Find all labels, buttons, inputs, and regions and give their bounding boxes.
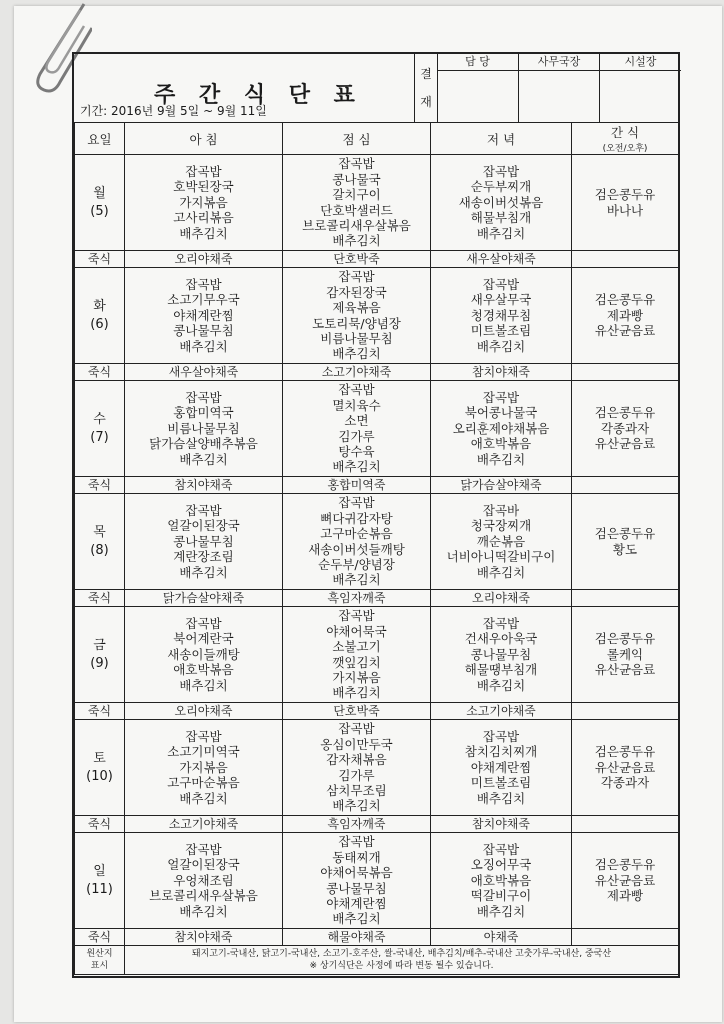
day-row	[75, 155, 679, 251]
porridge-row	[75, 929, 679, 946]
menu-item: 오리훈제야채볶음	[452, 420, 550, 436]
menu-item: 배추김치	[332, 798, 381, 814]
menu-item: 새우살무국	[470, 292, 532, 308]
porridge-item: 소고기야채죽	[283, 364, 431, 381]
menu-item: 소고기미역국	[167, 744, 240, 760]
menu-item: 고사리볶음	[173, 210, 234, 226]
day-label: 목 (8)	[75, 494, 125, 590]
porridge-item: 단호박죽	[283, 703, 431, 720]
porridge-label: 죽식	[75, 364, 125, 381]
menu-item: 깻잎김치	[332, 654, 381, 670]
menu-item: 잡곡밥	[338, 608, 375, 624]
menu-item: 순두부찌개	[470, 179, 532, 195]
menu-item: 각종과자	[600, 775, 650, 791]
porridge-item: 야채죽	[431, 929, 572, 946]
porridge-empty	[572, 816, 679, 833]
menu-item: 잡곡밥	[482, 276, 520, 292]
menu-item: 도토리묵/양념장	[312, 315, 401, 331]
menu-item: 야채계란찜	[173, 307, 234, 323]
approval-col-secretary: 사무국장	[519, 54, 600, 122]
porridge-row	[75, 364, 679, 381]
snack-cell	[572, 268, 679, 364]
snack-cell	[572, 155, 679, 251]
menu-item: 뼈다귀감자탕	[320, 510, 393, 526]
menu-item: 삼치무조림	[326, 782, 387, 798]
menu-item: 배추김치	[179, 338, 228, 354]
breakfast-cell	[125, 381, 283, 477]
porridge-item: 오리야채죽	[431, 590, 572, 607]
menu-item: 호박된장국	[173, 179, 234, 195]
menu-item: 잡곡밥	[185, 389, 222, 405]
dinner-cell	[431, 494, 572, 590]
menu-item: 배추김치	[332, 911, 381, 927]
menu-item: 새송이들깨탕	[167, 646, 240, 662]
porridge-item: 소고기야채죽	[125, 816, 283, 833]
menu-item: 탕수육	[338, 443, 375, 459]
menu-item: 고구마순볶음	[167, 775, 240, 791]
menu-item: 검은콩두유	[594, 292, 656, 308]
menu-item: 가지볶음	[332, 669, 381, 685]
day-label: 월 (5)	[75, 155, 125, 251]
menu-item: 유산균음료	[594, 662, 656, 678]
approval-label: 결 재	[415, 54, 438, 122]
menu-item: 소면	[344, 413, 369, 429]
menu-item: 콩나물무침	[173, 323, 234, 339]
menu-item: 유산균음료	[594, 872, 656, 888]
day-label: 수 (7)	[75, 381, 125, 477]
menu-item: 새송이버섯들깨탕	[308, 541, 405, 557]
menu-item: 잡곡밥	[338, 495, 375, 511]
menu-item: 고구마순볶음	[320, 526, 393, 542]
menu-item: 황도	[612, 541, 638, 557]
snack-cell	[572, 833, 679, 929]
menu-item: 계란장조림	[173, 549, 234, 565]
menu-item: 잡곡밥	[185, 728, 222, 744]
table-header-row	[75, 123, 679, 155]
menu-item: 유산균음료	[594, 759, 656, 775]
lunch-cell	[283, 494, 431, 590]
menu-item: 건새우아욱국	[464, 631, 538, 647]
menu-item: 배추김치	[476, 677, 526, 693]
porridge-item: 해물야채죽	[283, 929, 431, 946]
menu-item: 잡곡밥	[482, 841, 520, 857]
snack-cell	[572, 381, 679, 477]
day-label: 금 (9)	[75, 607, 125, 703]
menu-item: 콩나물무침	[173, 533, 234, 549]
menu-item: 감자된장국	[326, 284, 387, 300]
menu-item: 잡곡밥	[338, 382, 375, 398]
breakfast-cell	[125, 720, 283, 816]
menu-item: 닭가슴살양배추볶음	[149, 436, 258, 452]
origin-label: 원산지 표시	[75, 946, 125, 975]
breakfast-cell	[125, 155, 283, 251]
snack-cell	[572, 720, 679, 816]
approval-box	[414, 54, 681, 122]
menu-item: 야채계란찜	[470, 759, 532, 775]
menu-item: 야채어묵국	[326, 623, 387, 639]
porridge-empty	[572, 703, 679, 720]
menu-item: 잡곡밥	[482, 163, 520, 179]
header-lunch: 점 심	[283, 123, 431, 155]
menu-item: 얼갈이된장국	[167, 518, 240, 534]
menu-item: 떡갈비구이	[470, 888, 532, 904]
dinner-cell	[431, 268, 572, 364]
menu-item: 북어콩나물국	[464, 405, 538, 421]
menu-item: 멸치육수	[332, 397, 381, 413]
porridge-empty	[572, 477, 679, 494]
menu-item: 배추김치	[476, 225, 526, 241]
menu-item: 해물땡부침개	[464, 662, 538, 678]
porridge-label: 죽식	[75, 590, 125, 607]
porridge-item: 소고기야채죽	[431, 703, 572, 720]
menu-item: 배추김치	[179, 564, 228, 580]
menu-item: 배추김치	[476, 790, 526, 806]
porridge-label: 죽식	[75, 929, 125, 946]
menu-item: 콩나물국	[332, 171, 381, 187]
porridge-empty	[572, 590, 679, 607]
porridge-row	[75, 590, 679, 607]
menu-item: 애호박볶음	[173, 662, 234, 678]
period-text: 기간: 2016년 9월 5일 ~ 9월 11일	[80, 104, 267, 118]
breakfast-cell	[125, 268, 283, 364]
menu-item: 소불고기	[332, 639, 381, 655]
menu-item: 검은콩두유	[594, 631, 656, 647]
menu-item: 잡곡밥	[185, 615, 222, 631]
menu-item: 청국장찌개	[470, 518, 532, 534]
menu-item: 애호박볶음	[470, 872, 532, 888]
menu-item: 잡곡밥	[338, 156, 375, 172]
day-row	[75, 720, 679, 816]
porridge-item: 참치야채죽	[125, 929, 283, 946]
header-dinner: 저 녁	[431, 123, 572, 155]
porridge-row	[75, 816, 679, 833]
menu-item: 야채계란찜	[326, 895, 387, 911]
menu-item: 배추김치	[179, 677, 228, 693]
approval-col-director: 시설장	[600, 54, 681, 122]
porridge-item: 오리야채죽	[125, 251, 283, 268]
lunch-cell	[283, 268, 431, 364]
porridge-label: 죽식	[75, 477, 125, 494]
porridge-item: 새우살야채죽	[125, 364, 283, 381]
menu-item: 가지볶음	[179, 194, 228, 210]
menu-item: 배추김치	[332, 572, 381, 588]
porridge-item: 흑임자깨죽	[283, 590, 431, 607]
day-row	[75, 833, 679, 929]
menu-item: 잡곡바	[482, 502, 520, 518]
menu-item: 참치김치찌개	[464, 744, 538, 760]
dinner-cell	[431, 607, 572, 703]
origin-text: 돼지고기-국내산, 닭고기-국내산, 소고기-호주산, 쌀-국내산, 배추김치/배추-국내산 고춧가루-국내산, 중국산 ※ 상기식단은 사정에 따라 변동 될수 있습니다.	[125, 946, 679, 975]
porridge-item: 참치야채죽	[125, 477, 283, 494]
menu-item: 청경채무침	[470, 307, 532, 323]
porridge-item: 흑임자깨죽	[283, 816, 431, 833]
menu-item: 미트볼조림	[470, 775, 532, 791]
porridge-label: 죽식	[75, 251, 125, 268]
day-row	[75, 607, 679, 703]
menu-item: 우엉채조림	[173, 872, 234, 888]
day-row	[75, 381, 679, 477]
menu-item: 감자채볶음	[326, 752, 387, 768]
menu-item: 검은콩두유	[594, 187, 656, 203]
porridge-item: 단호박죽	[283, 251, 431, 268]
porridge-label: 죽식	[75, 816, 125, 833]
menu-item: 배추김치	[332, 233, 381, 249]
menu-item: 제과빵	[606, 888, 644, 904]
menu-item: 애호박볶음	[470, 436, 532, 452]
lunch-cell	[283, 381, 431, 477]
menu-item: 소고기무우국	[167, 292, 240, 308]
menu-item: 제육볶음	[332, 300, 381, 316]
menu-table	[74, 122, 679, 975]
porridge-item: 홍합미역죽	[283, 477, 431, 494]
menu-item: 홍합미역국	[173, 405, 234, 421]
porridge-item: 닭가슴살야채죽	[125, 590, 283, 607]
snack-cell	[572, 494, 679, 590]
menu-item: 잡곡밥	[482, 728, 520, 744]
dinner-cell	[431, 833, 572, 929]
menu-item: 검은콩두유	[594, 405, 656, 421]
header-snack: 간 식 (오전/오후)	[572, 123, 679, 155]
menu-item: 유산균음료	[594, 436, 656, 452]
menu-item: 잡곡밥	[482, 389, 520, 405]
menu-item: 얼갈이된장국	[167, 857, 240, 873]
menu-item: 배추김치	[332, 685, 381, 701]
menu-item: 바나나	[606, 202, 644, 218]
porridge-row	[75, 703, 679, 720]
menu-item: 잡곡밥	[338, 834, 375, 850]
menu-item: 갈치구이	[332, 187, 381, 203]
menu-item: 배추김치	[476, 451, 526, 467]
breakfast-cell	[125, 494, 283, 590]
menu-item: 검은콩두유	[594, 526, 656, 542]
menu-item: 배추김치	[179, 225, 228, 241]
header-breakfast: 아 침	[125, 123, 283, 155]
menu-item: 롤케익	[606, 646, 644, 662]
menu-item: 잡곡밥	[482, 615, 520, 631]
menu-item: 야채어묵볶음	[320, 865, 393, 881]
menu-item: 동태찌개	[332, 849, 381, 865]
porridge-item: 참치야채죽	[431, 816, 572, 833]
dinner-cell	[431, 720, 572, 816]
menu-item: 잡곡밥	[185, 502, 222, 518]
lunch-cell	[283, 607, 431, 703]
menu-item: 검은콩두유	[594, 857, 656, 873]
menu-item: 오징어무국	[470, 857, 532, 873]
menu-item: 배추김치	[476, 338, 526, 354]
menu-item: 잡곡밥	[185, 163, 222, 179]
snack-cell	[572, 607, 679, 703]
menu-item: 잡곡밥	[338, 721, 375, 737]
day-row	[75, 494, 679, 590]
menu-item: 김가루	[338, 428, 375, 444]
porridge-empty	[572, 929, 679, 946]
menu-item: 잡곡밥	[338, 269, 375, 285]
breakfast-cell	[125, 833, 283, 929]
menu-item: 콩나물무침	[326, 880, 387, 896]
porridge-item: 참치야채죽	[431, 364, 572, 381]
menu-item: 브로콜리새우살볶음	[302, 217, 411, 233]
menu-item: 너비아니떡갈비구이	[446, 549, 556, 565]
menu-item: 해물부침개	[470, 210, 532, 226]
menu-item: 가지볶음	[179, 759, 228, 775]
day-label: 일 (11)	[75, 833, 125, 929]
dinner-cell	[431, 155, 572, 251]
porridge-label: 죽식	[75, 703, 125, 720]
porridge-item: 닭가슴살야채죽	[431, 477, 572, 494]
menu-item: 김가루	[338, 767, 375, 783]
menu-item: 북어계란국	[173, 631, 234, 647]
menu-item: 배추김치	[476, 903, 526, 919]
lunch-cell	[283, 155, 431, 251]
dinner-cell	[431, 381, 572, 477]
porridge-item: 새우살야채죽	[431, 251, 572, 268]
menu-item: 각종과자	[600, 420, 650, 436]
breakfast-cell	[125, 607, 283, 703]
approval-col-manager: 담 당	[437, 54, 519, 122]
menu-item: 비름나물무침	[167, 420, 240, 436]
menu-item: 옹심이만두국	[320, 736, 393, 752]
header-day: 요일	[75, 123, 125, 155]
menu-item: 배추김치	[179, 903, 228, 919]
menu-item: 배추김치	[179, 451, 228, 467]
lunch-cell	[283, 833, 431, 929]
origin-row	[75, 946, 679, 975]
menu-item: 잡곡밥	[185, 841, 222, 857]
porridge-item: 오리야채죽	[125, 703, 283, 720]
menu-item: 검은콩두유	[594, 744, 656, 760]
menu-item: 브로콜리새우살볶음	[149, 888, 258, 904]
porridge-empty	[572, 251, 679, 268]
porridge-row	[75, 477, 679, 494]
menu-item: 잡곡밥	[185, 276, 222, 292]
menu-item: 배추김치	[332, 459, 381, 475]
day-label: 토 (10)	[75, 720, 125, 816]
day-row	[75, 268, 679, 364]
menu-item: 제과빵	[606, 307, 644, 323]
menu-item: 배추김치	[476, 564, 526, 580]
porridge-empty	[572, 364, 679, 381]
page-title: 주 간 식 단 표	[154, 83, 363, 108]
day-label: 화 (6)	[75, 268, 125, 364]
menu-item: 배추김치	[179, 790, 228, 806]
menu-item: 비름나물무침	[320, 330, 393, 346]
menu-item: 단호박샐러드	[320, 202, 393, 218]
menu-item: 유산균음료	[594, 323, 656, 339]
menu-item: 깨순볶음	[476, 533, 526, 549]
menu-item: 새송이버섯볶음	[458, 194, 544, 210]
lunch-cell	[283, 720, 431, 816]
porridge-row	[75, 251, 679, 268]
menu-item: 배추김치	[332, 346, 381, 362]
menu-item: 미트볼조림	[470, 323, 532, 339]
meal-plan-document	[72, 52, 680, 978]
menu-item: 콩나물무침	[470, 646, 532, 662]
menu-item: 순두부/양념장	[318, 556, 395, 572]
